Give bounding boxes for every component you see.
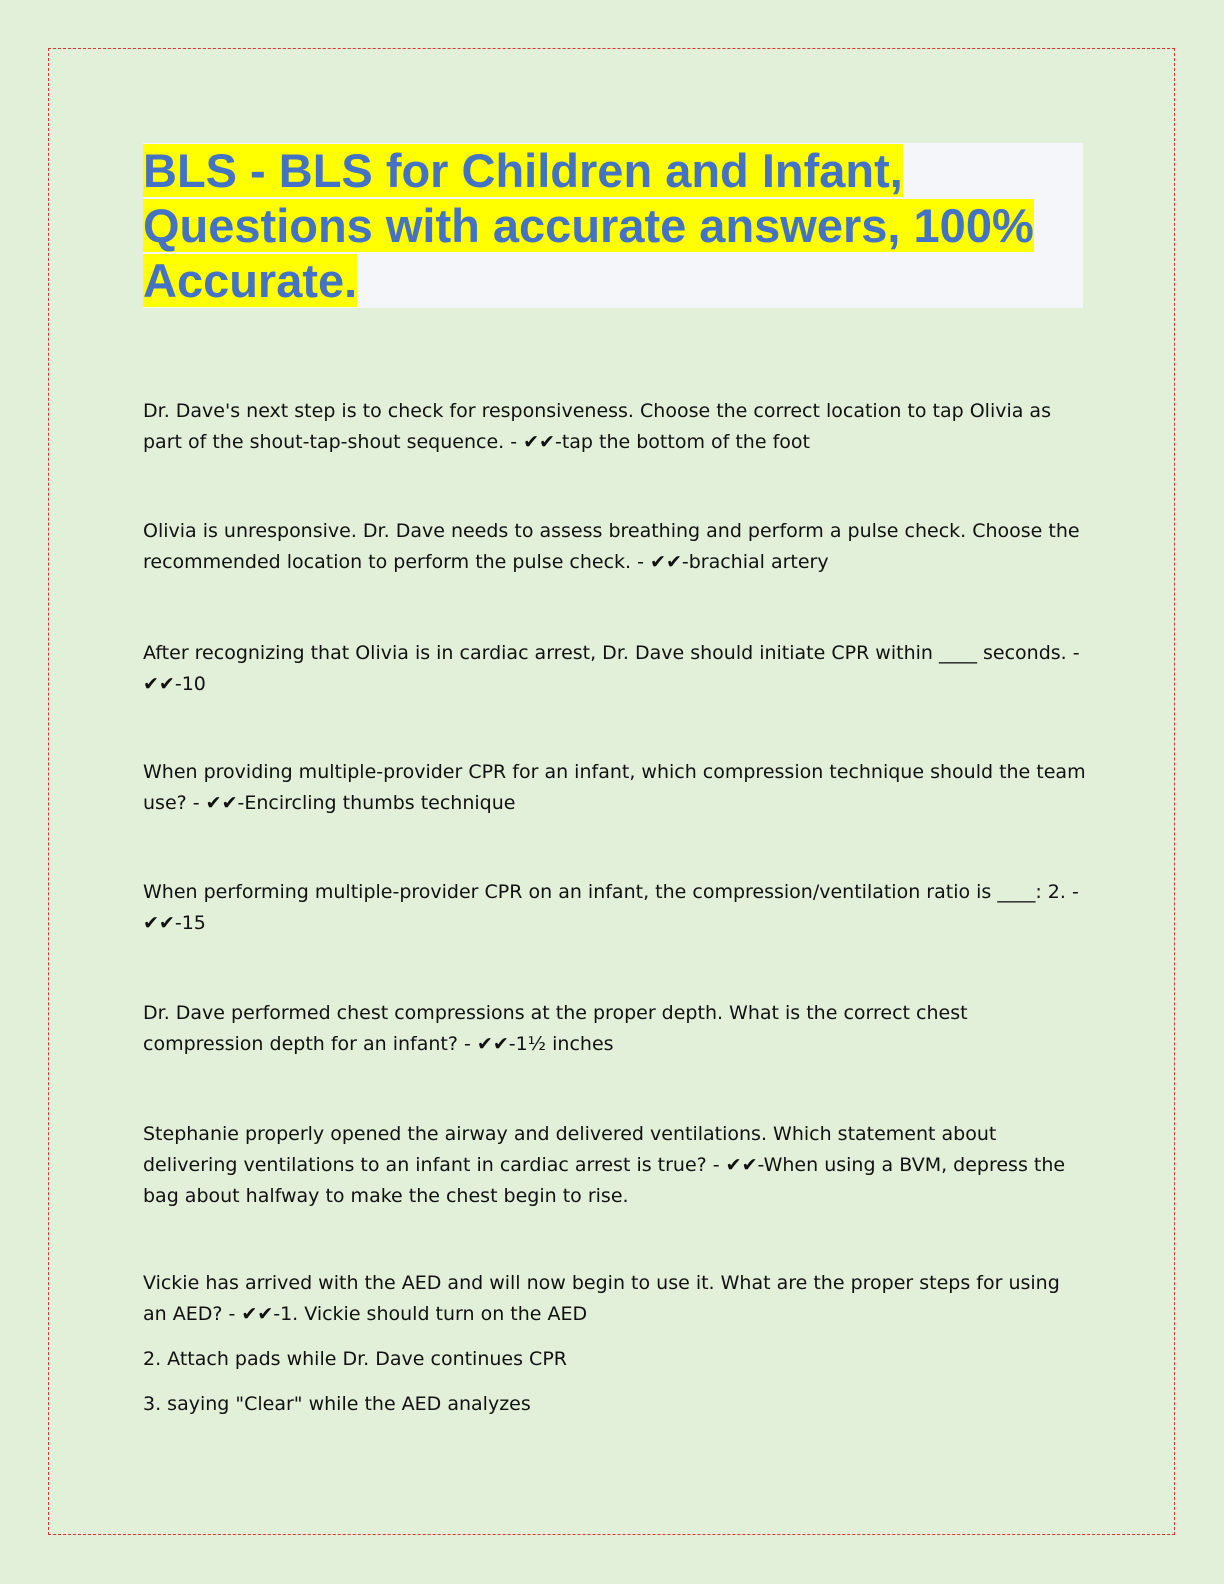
qa-text: Stephanie properly opened the airway and delivered ventilations. Which statement about delivering ventilations to an infant in cardiac arrest is true? - ✔✔-When using a BVM, depress the bag about halfway to make the chest begin to rise. — [143, 1123, 1066, 1207]
qa-text: Vickie has arrived with the AED and will now begin to use it. What are the proper steps for using an AED? - ✔✔-1. Vickie should turn on the AED — [143, 1272, 1060, 1325]
qa-item — [143, 396, 1088, 458]
qa-text: Olivia is unresponsive. Dr. Dave needs to assess breathing and perform a pulse check. Choose the recommended location to perform the pulse check. - ✔✔-brachial artery — [143, 520, 1080, 573]
qa-item — [143, 877, 1088, 939]
qa-text: When performing multiple-provider CPR on an infant, the compression/ventilation ratio is ____: 2. - ✔✔-15 — [143, 881, 1079, 934]
qa-item — [143, 1268, 1088, 1420]
qa-step: 3. saying "Clear" while the AED analyzes — [143, 1393, 531, 1415]
qa-item — [143, 757, 1088, 819]
qa-text: Dr. Dave performed chest compressions at the proper depth. What is the correct chest compression depth for an infant? - ✔✔-1½ inches — [143, 1002, 968, 1055]
qa-text: When providing multiple-provider CPR for an infant, which compression technique should the team use? - ✔✔-Encircling thumbs technique — [143, 761, 1086, 814]
qa-item — [143, 638, 1088, 700]
qa-item — [143, 998, 1088, 1060]
qa-step: 2. Attach pads while Dr. Dave continues CPR — [143, 1348, 567, 1370]
qa-item — [143, 516, 1088, 578]
title-block — [143, 143, 1083, 308]
qa-text: Dr. Dave's next step is to check for responsiveness. Choose the correct location to tap Olivia as part of the shout-tap-shout sequence. - ✔✔-tap the bottom of the foot — [143, 400, 1051, 453]
document-title: BLS - BLS for Children and Infant, Questions with accurate answers, 100% Accurate. — [143, 144, 1034, 307]
qa-item — [143, 1119, 1088, 1212]
qa-text: After recognizing that Olivia is in cardiac arrest, Dr. Dave should initiate CPR within ____ seconds. - ✔✔-10 — [143, 642, 1080, 695]
